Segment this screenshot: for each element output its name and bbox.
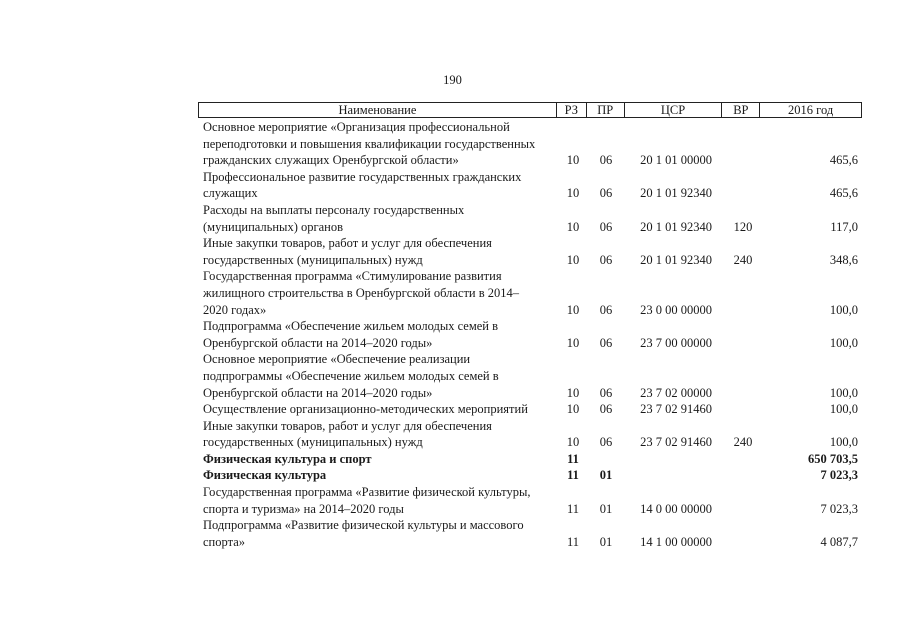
row-sum: 348,6 [829, 252, 858, 267]
row-name-line: гражданских служащих Оренбургской области» [203, 153, 459, 168]
table-row [198, 467, 862, 484]
table-row [198, 318, 862, 351]
page-number: 190 [443, 73, 462, 87]
row-name [198, 268, 556, 318]
row-sum: 7 023,3 [820, 501, 858, 516]
table-row [198, 235, 862, 268]
header-sum: 2016 год [759, 103, 861, 117]
row-pr: 01 [599, 501, 613, 516]
row-name-line: служащих [203, 186, 258, 201]
row-name-line: Расходы на выплаты персоналу государственных [203, 202, 465, 217]
row-rz: 10 [566, 435, 580, 450]
row-name-line: Основное мероприятие «Обеспечение реализации [203, 352, 471, 367]
row-sum: 4 087,7 [820, 534, 858, 549]
row-name [198, 235, 556, 268]
row-name [198, 169, 556, 202]
row-vr: 240 [733, 252, 753, 267]
table-row [198, 451, 862, 468]
row-rz: 10 [566, 402, 580, 417]
row-sum: 465,6 [829, 153, 858, 168]
row-pr: 06 [599, 402, 613, 417]
row-name-line: переподготовки и повышения квалификации государственных [203, 136, 536, 151]
row-name-line: Осуществление организационно-методических мероприятий [203, 402, 528, 417]
table-row [198, 351, 862, 401]
row-name-line: Иные закупки товаров, работ и услуг для обеспечения [203, 236, 492, 251]
table-row [198, 517, 862, 550]
row-rz: 11 [566, 501, 580, 516]
row-csr: 14 0 00 00000 [640, 501, 712, 516]
table-row [198, 202, 862, 235]
row-name-line: государственных (муниципальных) нужд [203, 252, 423, 267]
row-sum: 100,0 [829, 435, 858, 450]
row-rz: 10 [566, 219, 580, 234]
row-name [198, 517, 556, 550]
header-pr: ПР [586, 103, 624, 117]
row-name [198, 119, 556, 169]
row-name-line: Оренбургской области на 2014–2020 годы» [203, 385, 433, 400]
row-sum: 100,0 [829, 402, 858, 417]
row-csr: 23 7 00 00000 [640, 335, 712, 350]
row-rz: 11 [567, 451, 579, 466]
table-body [198, 119, 862, 550]
table-header [198, 102, 862, 118]
row-name [198, 484, 556, 517]
row-name-line: государственных (муниципальных) нужд [203, 435, 423, 450]
row-name [198, 351, 556, 401]
row-rz: 10 [566, 385, 580, 400]
row-rz: 10 [566, 153, 580, 168]
row-name-line: Профессиональное развитие государственных гражданских [203, 169, 522, 184]
row-name-line: Государственная программа «Развитие физической культуры, [203, 485, 531, 500]
table-row [198, 169, 862, 202]
budget-table [198, 102, 862, 550]
row-name-line: Подпрограмма «Обеспечение жильем молодых семей в [203, 319, 499, 334]
row-name-line: (муниципальных) органов [203, 219, 344, 234]
row-pr: 06 [599, 335, 613, 350]
table-row [198, 119, 862, 169]
row-csr: 23 7 02 91460 [640, 402, 712, 417]
row-csr: 23 0 00 00000 [640, 302, 712, 317]
row-csr: 20 1 01 92340 [640, 219, 712, 234]
row-rz: 11 [567, 468, 579, 483]
row-name-line: Государственная программа «Стимулирование развития [203, 269, 502, 284]
row-pr: 06 [599, 252, 613, 267]
row-rz: 11 [566, 534, 580, 549]
row-rz: 10 [566, 252, 580, 267]
row-name-line: Иные закупки товаров, работ и услуг для обеспечения [203, 418, 492, 433]
row-rz: 10 [566, 186, 580, 201]
table-row [198, 484, 862, 517]
row-sum: 117,0 [830, 219, 858, 234]
row-csr: 20 1 01 92340 [640, 186, 712, 201]
header-rz: РЗ [556, 103, 586, 117]
row-csr: 20 1 01 92340 [640, 252, 712, 267]
row-sum: 650 703,5 [808, 451, 858, 466]
row-pr: 01 [599, 534, 613, 549]
row-name [198, 401, 556, 418]
row-name-line: Основное мероприятие «Организация профессиональной [203, 120, 510, 134]
row-csr: 23 7 02 00000 [640, 385, 712, 400]
row-pr: 06 [599, 302, 613, 317]
row-rz: 10 [566, 302, 580, 317]
header-name: Наименование [338, 103, 417, 117]
row-name-line: Оренбургской области на 2014–2020 годы» [203, 335, 433, 350]
row-name-line: Физическая культура [203, 468, 327, 483]
row-name-line: Физическая культура и спорт [203, 451, 372, 466]
row-csr: 23 7 02 91460 [640, 435, 712, 450]
table-row [198, 268, 862, 318]
table-row [198, 401, 862, 418]
row-name-line: спорта» [203, 534, 245, 549]
row-name [198, 467, 556, 484]
table-row [198, 418, 862, 451]
row-pr: 06 [599, 435, 613, 450]
row-name [198, 451, 556, 468]
row-pr: 06 [599, 153, 613, 168]
row-name [198, 202, 556, 235]
row-vr: 120 [733, 219, 753, 234]
row-name-line: спорта и туризма» на 2014–2020 годы [203, 501, 404, 516]
row-name [198, 418, 556, 451]
row-sum: 100,0 [829, 385, 858, 400]
row-name-line: жилищного строительства в Оренбургской области в 2014– [203, 285, 520, 300]
header-vr: ВР [721, 103, 759, 117]
row-pr: 01 [599, 468, 613, 483]
row-pr: 06 [599, 385, 613, 400]
row-rz: 10 [566, 335, 580, 350]
row-name-line: подпрограммы «Обеспечение жильем молодых семей в [203, 368, 499, 383]
row-sum: 100,0 [829, 335, 858, 350]
row-csr: 20 1 01 00000 [640, 153, 712, 168]
row-name [198, 318, 556, 351]
header-csr: ЦСР [624, 103, 722, 117]
row-pr: 06 [599, 186, 613, 201]
row-sum: 7 023,3 [820, 468, 858, 483]
row-name-line: Подпрограмма «Развитие физической культуры и массового [203, 518, 524, 533]
row-name-line: 2020 годах» [203, 302, 267, 317]
row-pr: 06 [599, 219, 613, 234]
row-csr: 14 1 00 00000 [640, 534, 712, 549]
row-vr: 240 [733, 435, 753, 450]
row-sum: 100,0 [829, 302, 858, 317]
row-sum: 465,6 [829, 186, 858, 201]
